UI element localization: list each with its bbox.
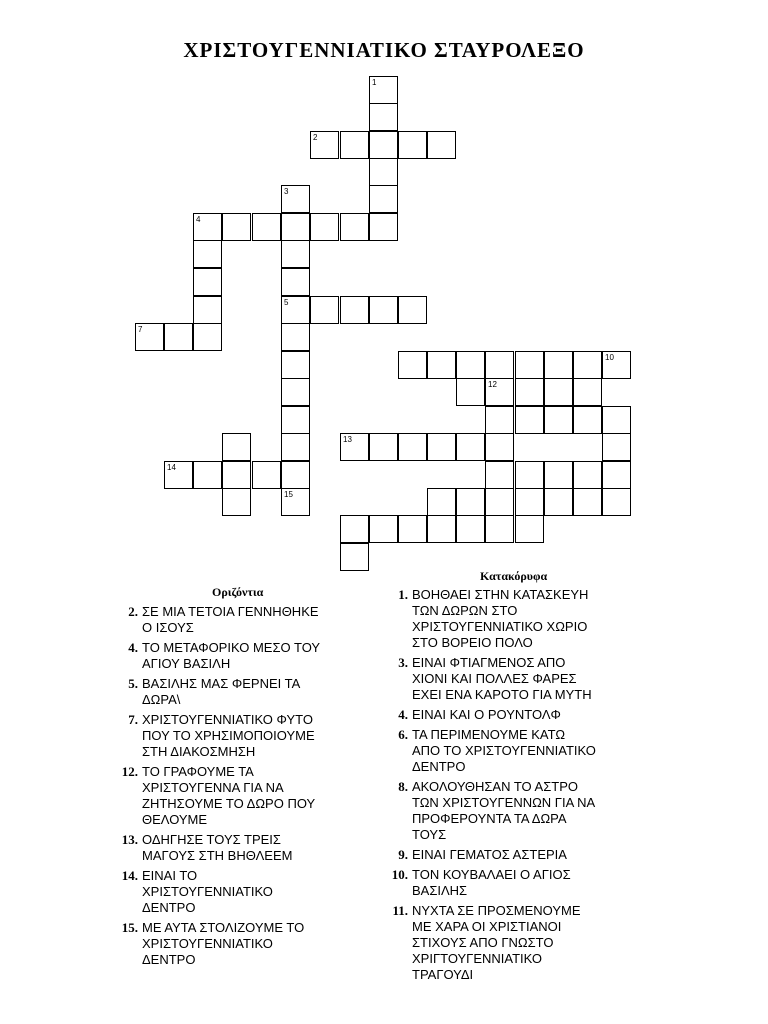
clue-text: ΑΚΟΛΟΥΘΗΣΑΝ ΤΟ ΑΣΤΡΟ ΤΩΝ ΧΡΙΣΤΟΥΓΕΝΝΩΝ ΓΙΑ ΝΑ ΠΡΟΦΕΡΟΥΝΤΑ ΤΑ ΔΩΡΑ ΤΟΥΣ (412, 779, 596, 842)
grid-cell[interactable] (281, 240, 310, 268)
clue-text: ΕΙΝΑΙ ΤΟ ΧΡΙΣΤΟΥΓΕΝΝΙΑΤΙΚΟ ΔΕΝΤΡΟ (142, 868, 273, 915)
grid-cell[interactable] (340, 296, 369, 324)
clue-item (110, 604, 370, 636)
clue-text: ΒΑΣΙΛΗΣ ΜΑΣ ΦΕΡΝΕΙ ΤΑ ΔΩΡΑ\ (142, 676, 301, 707)
grid-cell[interactable] (485, 461, 514, 489)
clue-text: ΕΙΝΑΙ ΓΕΜΑΤΟΣ ΑΣΤΕΡΙΑ (412, 847, 567, 862)
grid-cell[interactable] (193, 213, 222, 241)
grid-cell[interactable] (398, 351, 427, 379)
grid-cell[interactable] (398, 433, 427, 461)
grid-cell[interactable] (369, 103, 398, 131)
clue-num: 13. (121, 832, 138, 847)
clue-number: 15 (284, 490, 293, 499)
clue-number: 12 (488, 380, 497, 389)
grid-cell[interactable] (340, 131, 369, 159)
grid-cell[interactable] (602, 461, 631, 489)
grid-cell[interactable] (485, 488, 514, 516)
grid-cell[interactable] (135, 323, 164, 351)
grid-cell[interactable] (398, 296, 427, 324)
clue-item (380, 779, 655, 843)
down-heading: Κατακόρυφα (480, 569, 548, 583)
down-clues (380, 587, 655, 987)
grid-cell[interactable] (222, 213, 251, 241)
clue-text: ΤΑ ΠΕΡΙΜΕΝΟΥΜΕ ΚΑΤΩ ΑΠΟ ΤΟ ΧΡΙΣΤΟΥΓΕΝΝΙΑΤΙΚΟ ΔΕΝΤΡΟ (412, 727, 596, 774)
grid-cell[interactable] (369, 185, 398, 213)
grid-cell[interactable] (281, 185, 310, 213)
clue-text: ΧΡΙΣΤΟΥΓΕΝΝΙΑΤΙΚΟ ΦΥΤΟ ΠΟΥ ΤΟ ΧΡΗΣΙΜΟΠΟΙΟΥΜΕ ΣΤΗ ΔΙΑΚΟΣΜΗΣΗ (142, 712, 315, 759)
grid-cell[interactable] (193, 268, 222, 296)
grid-cell[interactable] (310, 213, 339, 241)
grid-cell[interactable] (281, 268, 310, 296)
grid-cell[interactable] (193, 323, 222, 351)
clue-num: 11. (392, 903, 408, 918)
grid-cell[interactable] (193, 461, 222, 489)
grid-cell[interactable] (398, 131, 427, 159)
grid-cell[interactable] (602, 433, 631, 461)
grid-cell[interactable] (427, 131, 456, 159)
grid-cell[interactable] (544, 488, 573, 516)
clue-num: 2. (128, 604, 138, 619)
grid-cell[interactable] (573, 406, 602, 434)
clue-item (110, 640, 370, 672)
grid-cell[interactable] (340, 213, 369, 241)
grid-cell[interactable] (369, 296, 398, 324)
grid-cell[interactable] (427, 515, 456, 543)
clue-num: 15. (121, 920, 138, 935)
grid-cell[interactable] (222, 433, 251, 461)
grid-cell[interactable] (281, 351, 310, 379)
clue-num: 7. (128, 712, 138, 727)
clue-number: 1 (372, 78, 377, 87)
clue-text: ΣΕ ΜΙΑ ΤΕΤΟΙΑ ΓΕΝΝΗΘΗΚΕ Ο ΙΣΟΥΣ (142, 604, 319, 635)
clue-number: 13 (343, 435, 352, 444)
clue-item (380, 587, 655, 651)
grid-cell[interactable] (369, 158, 398, 186)
clue-number: 2 (313, 133, 318, 142)
grid-cell[interactable] (252, 213, 281, 241)
grid-cell[interactable] (193, 240, 222, 268)
clue-item (380, 707, 655, 723)
grid-cell[interactable] (515, 406, 544, 434)
clue-item (110, 676, 370, 708)
clue-text: ΤΟΝ ΚΟΥΒΑΛΑΕΙ Ο ΑΓΙΟΣ ΒΑΣΙΛΗΣ (412, 867, 571, 898)
grid-cell[interactable] (369, 433, 398, 461)
clue-num: 6. (398, 727, 408, 742)
clue-text: ΕΙΝΑΙ ΚΑΙ Ο ΡΟΥΝΤΟΛΦ (412, 707, 561, 722)
clue-num: 5. (128, 676, 138, 691)
clue-item (380, 847, 655, 863)
grid-cell[interactable] (310, 131, 339, 159)
grid-cell[interactable] (485, 406, 514, 434)
clue-item (110, 920, 370, 968)
clue-number: 14 (167, 463, 176, 472)
across-heading: Οριζόντια (212, 585, 264, 599)
clue-number: 4 (196, 215, 201, 224)
clue-item (110, 868, 370, 916)
clue-text: ΒΟΗΘΑΕΙ ΣΤΗΝ ΚΑΤΑΣΚΕΥΗ ΤΩΝ ΔΩΡΩΝ ΣΤΟ ΧΡΙΣΤΟΥΓΕΝΝΙΑΤΙΚΟ ΧΩΡΙΟ ΣΤΟ ΒΟΡΕΙΟ ΠΟΛΟ (412, 587, 589, 650)
grid-cell[interactable] (602, 488, 631, 516)
clue-number: 5 (284, 298, 289, 307)
clue-num: 4. (128, 640, 138, 655)
grid-cell[interactable] (573, 378, 602, 406)
clue-item (380, 903, 655, 983)
grid-cell[interactable] (485, 433, 514, 461)
clue-item (380, 655, 655, 703)
grid-cell[interactable] (544, 351, 573, 379)
clue-number: 10 (605, 353, 614, 362)
grid-cell[interactable] (398, 515, 427, 543)
grid-cell[interactable] (281, 323, 310, 351)
clue-item (380, 867, 655, 899)
grid-cell[interactable] (281, 406, 310, 434)
grid-cell[interactable] (281, 378, 310, 406)
clue-num: 14. (121, 868, 138, 883)
grid-cell[interactable] (515, 515, 544, 543)
clue-item (110, 712, 370, 760)
grid-cell[interactable] (515, 351, 544, 379)
grid-cell[interactable] (340, 433, 369, 461)
grid-cell[interactable] (485, 351, 514, 379)
grid-cell[interactable] (252, 461, 281, 489)
clue-number: 7 (138, 325, 143, 334)
clue-num: 3. (398, 655, 408, 670)
clue-item (110, 832, 370, 864)
clue-number: 3 (284, 187, 289, 196)
grid-cell[interactable] (456, 351, 485, 379)
clue-num: 10. (391, 867, 408, 882)
grid-cell[interactable] (369, 131, 398, 159)
grid-cell[interactable] (602, 351, 631, 379)
grid-cell[interactable] (427, 433, 456, 461)
across-clues (110, 604, 370, 972)
grid-cell[interactable] (369, 515, 398, 543)
grid-cell[interactable] (222, 488, 251, 516)
grid-cell[interactable] (573, 488, 602, 516)
clue-text: ΤΟ ΓΡΑΦΟΥΜΕ ΤΑ ΧΡΙΣΤΟΥΓΕΝΝΑ ΓΙΑ ΝΑ ΖΗΤΗΣΟΥΜΕ ΤΟ ΔΩΡΟ ΠΟΥ ΘΕΛΟΥΜΕ (142, 764, 316, 827)
grid-cell[interactable] (456, 433, 485, 461)
clue-num: 12. (121, 764, 138, 779)
grid-cell[interactable] (281, 296, 310, 324)
grid-cell[interactable] (573, 461, 602, 489)
grid-cell[interactable] (222, 461, 251, 489)
grid-cell[interactable] (573, 351, 602, 379)
grid-cell[interactable] (193, 296, 222, 324)
grid-cell[interactable] (164, 323, 193, 351)
clue-text: ΟΔΗΓΗΣΕ ΤΟΥΣ ΤΡΕΙΣ ΜΑΓΟΥΣ ΣΤΗ ΒΗΘΛΕΕΜ (142, 832, 293, 863)
clue-num: 8. (398, 779, 408, 794)
clue-text: ΜΕ ΑΥΤΑ ΣΤΟΛΙΖΟΥΜΕ ΤΟ ΧΡΙΣΤΟΥΓΕΝΝΙΑΤΙΚΟ ΔΕΝΤΡΟ (142, 920, 305, 967)
grid-cell[interactable] (281, 213, 310, 241)
clue-num: 4. (398, 707, 408, 722)
grid-cell[interactable] (369, 76, 398, 104)
grid-cell[interactable] (427, 488, 456, 516)
grid-cell[interactable] (515, 378, 544, 406)
clue-text: ΕΙΝΑΙ ΦΤΙΑΓΜΕΝΟΣ ΑΠΟ ΧΙΟΝΙ ΚΑΙ ΠΟΛΛΕΣ ΦΑΡΕΣ ΕΧΕΙ ΕΝΑ ΚΑΡΟΤΟ ΓΙΑ ΜΥΤΗ (412, 655, 592, 702)
clue-text: ΤΟ ΜΕΤΑΦΟΡΙΚΟ ΜΕΣΟ ΤΟΥ ΑΓΙΟΥ ΒΑΣΙΛΗ (142, 640, 321, 671)
grid-cell[interactable] (369, 213, 398, 241)
grid-cell[interactable] (544, 461, 573, 489)
grid-cell[interactable] (340, 543, 369, 571)
grid-cell[interactable] (602, 406, 631, 434)
grid-cell[interactable] (281, 433, 310, 461)
grid-cell[interactable] (340, 515, 369, 543)
grid-cell[interactable] (164, 461, 193, 489)
clue-item (110, 764, 370, 828)
clue-text: ΝΥΧΤΑ ΣΕ ΠΡΟΣΜΕΝΟΥΜΕ ΜΕ ΧΑΡΑ ΟΙ ΧΡΙΣΤΙΑΝΟΙ ΣΤΙΧΟΥΣ ΑΠΟ ΓΝΩΣΤΟ ΧΡΙΓΤΟΥΓΕΝΝΙΑΤΙΚΟ ΤΡΑΓΟΥΔΙ (412, 903, 581, 982)
grid-cell[interactable] (456, 515, 485, 543)
grid-cell[interactable] (485, 378, 514, 406)
clue-num: 9. (398, 847, 408, 862)
clue-item (380, 727, 655, 775)
grid-cell[interactable] (281, 461, 310, 489)
grid-cell[interactable] (281, 488, 310, 516)
grid-cell[interactable] (515, 488, 544, 516)
page-title: ΧΡΙΣΤΟΥΓΕΝΝΙΑΤΙΚΟ ΣΤΑΥΡΟΛΕΞΟ (183, 38, 585, 62)
grid-cell[interactable] (544, 406, 573, 434)
clue-num: 1. (398, 587, 408, 602)
grid-cell[interactable] (456, 378, 485, 406)
grid-cell[interactable] (310, 296, 339, 324)
grid-cell[interactable] (427, 351, 456, 379)
grid-cell[interactable] (456, 488, 485, 516)
grid-cell[interactable] (515, 461, 544, 489)
grid-cell[interactable] (485, 515, 514, 543)
grid-cell[interactable] (544, 378, 573, 406)
